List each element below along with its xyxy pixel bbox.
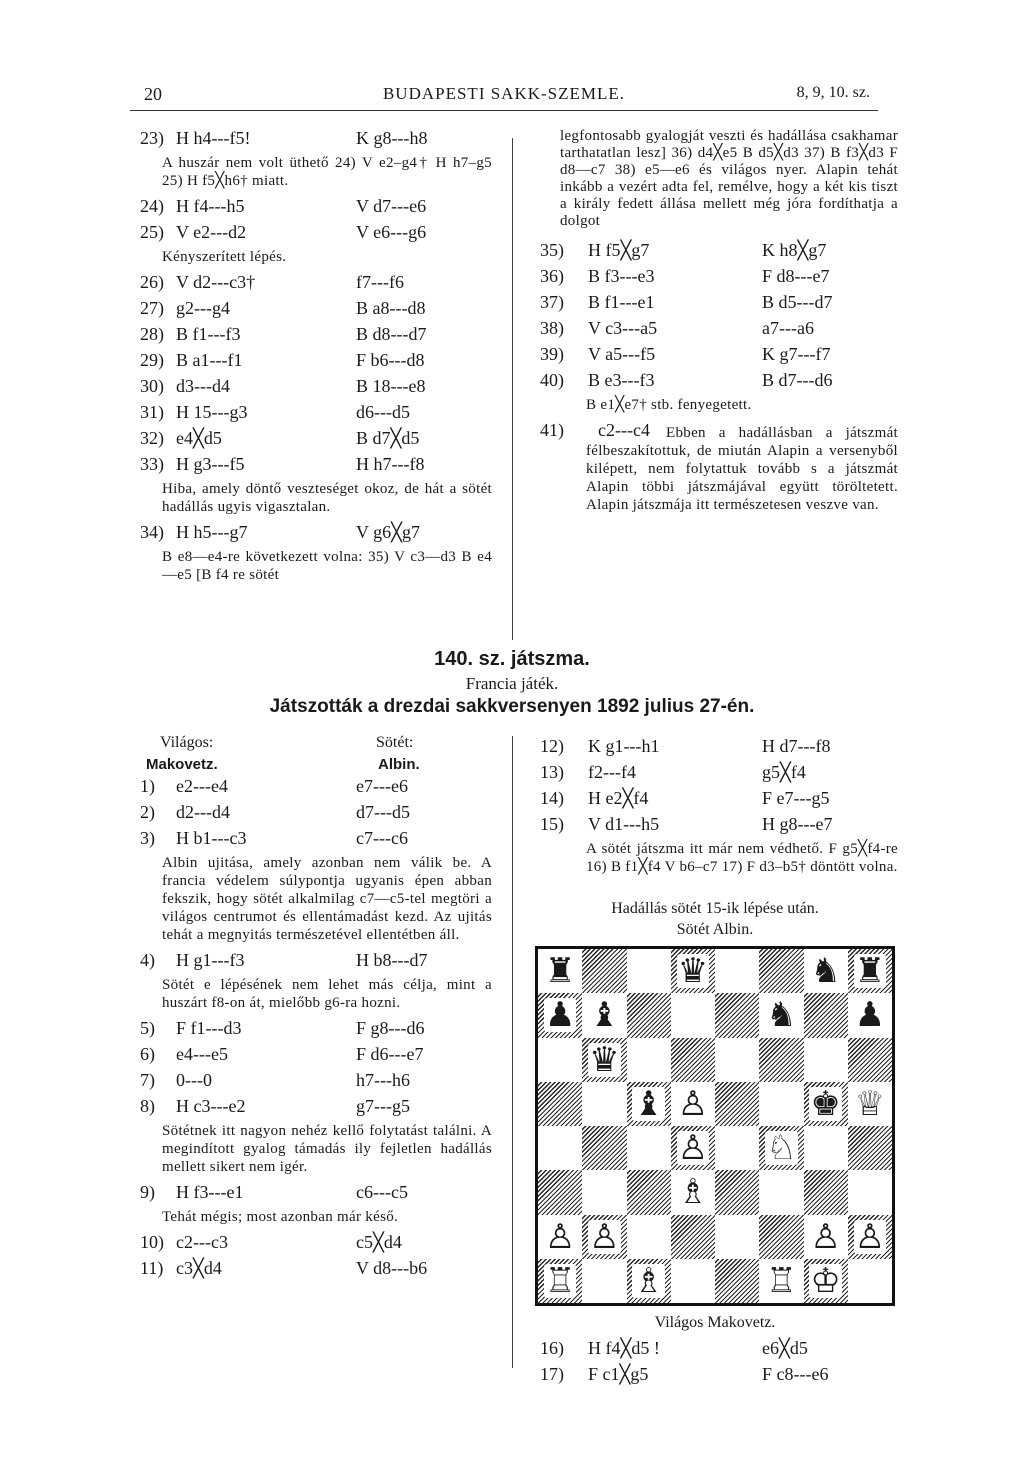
chess-piece-icon: ♟ [544, 995, 576, 1036]
black-move: g7---g5 [356, 1096, 410, 1116]
board-square [759, 1170, 803, 1214]
right-bottom-column [540, 736, 898, 882]
board-square [759, 1259, 803, 1303]
black-move: F b6---d8 [356, 350, 425, 370]
journal-title: BUDAPESTI SAKK-SZEMLE. [382, 84, 626, 103]
move-row [140, 802, 492, 828]
move-number: 38) [540, 318, 564, 338]
move-row [540, 814, 898, 840]
black-move: B a8---d8 [356, 298, 426, 318]
white-player: Makovetz. [146, 756, 218, 773]
move-row [140, 950, 492, 976]
move-number: 7) [140, 1070, 155, 1090]
move-row [140, 298, 492, 324]
move-number: 26) [140, 272, 164, 292]
black-move: e7---e6 [356, 776, 408, 796]
white-move: f2---f4 [588, 762, 636, 782]
move-number: 11) [140, 1258, 164, 1278]
board-square [538, 1170, 582, 1214]
move-number: 3) [140, 828, 155, 848]
move-row [540, 240, 898, 266]
move-row [140, 1232, 492, 1258]
black-move: g5╳f4 [762, 762, 806, 782]
chess-piece-icon: ♜ [854, 951, 886, 992]
chess-piece-icon: ♝ [633, 1083, 664, 1124]
move-row [540, 788, 898, 814]
white-move: H b1---c3 [176, 828, 247, 848]
move-row [140, 376, 492, 402]
board-square [582, 1215, 626, 1259]
board-square [671, 1082, 715, 1126]
black-move: H h7---f8 [356, 454, 425, 474]
black-move: V d7---e6 [356, 196, 427, 216]
chess-piece-icon: ♗ [677, 1172, 709, 1213]
board-square [848, 993, 892, 1037]
black-move: d6---d5 [356, 402, 410, 422]
right-top-column [540, 128, 898, 514]
move-number: 40) [540, 370, 564, 390]
black-move: F g8---d6 [356, 1018, 425, 1038]
board-square [582, 1126, 626, 1170]
board-square [627, 1259, 671, 1303]
move-number: 24) [140, 196, 164, 216]
move-number: 28) [140, 324, 164, 344]
board-square [671, 1038, 715, 1082]
board-square [671, 1126, 715, 1170]
board-square [627, 1126, 671, 1170]
board-square [848, 1215, 892, 1259]
white-move: F f1---d3 [176, 1018, 242, 1038]
board-square [627, 1038, 671, 1082]
move-number: 41) [540, 420, 564, 440]
white-move: d3---d4 [176, 376, 230, 396]
move-row [540, 1364, 898, 1390]
black-move: H b8---d7 [356, 950, 428, 970]
move-row [140, 1070, 492, 1096]
white-move: V d2---c3† [176, 272, 256, 292]
move-row [540, 266, 898, 292]
white-move: B f3---e3 [588, 266, 655, 286]
move-number: 14) [540, 788, 564, 808]
board-square [715, 993, 759, 1037]
white-move: e4---e5 [176, 1044, 228, 1064]
black-move: a7---a6 [762, 318, 814, 338]
board-square [804, 949, 848, 993]
black-move: H d7---f8 [762, 736, 831, 756]
move-number: 23) [140, 128, 164, 148]
move-row [140, 776, 492, 802]
move-number: 13) [540, 762, 564, 782]
black-move: B d7---d6 [762, 370, 833, 390]
white-move: B e3---f3 [588, 370, 655, 390]
chess-piece-icon: ♙ [810, 1216, 841, 1257]
chess-piece-icon: ♞ [810, 951, 841, 992]
board-square [671, 949, 715, 993]
move-number: 32) [140, 428, 164, 448]
diagram-top-caption: Sötét Albin. [676, 921, 754, 938]
move-number: 35) [540, 240, 564, 260]
move-row [540, 1338, 898, 1364]
board-square [671, 1259, 715, 1303]
move-number: 30) [140, 376, 164, 396]
black-move: K h8╳g7 [762, 240, 827, 260]
white-move: H c3---e2 [176, 1096, 246, 1116]
chess-piece-icon: ♜ [544, 951, 576, 992]
board-square [671, 1215, 715, 1259]
board-square [759, 949, 803, 993]
move-number: 29) [140, 350, 164, 370]
move-row [140, 128, 492, 154]
white-move: 0---0 [176, 1070, 212, 1090]
board-square [627, 1170, 671, 1214]
white-move: H e2╳f4 [588, 788, 649, 808]
annotation: B e1╳e7† stb. fenyegetett. [586, 397, 752, 413]
board-square [715, 1082, 759, 1126]
board-square [627, 993, 671, 1037]
board-square [804, 1082, 848, 1126]
board-square [848, 1082, 892, 1126]
white-move: g2---g4 [176, 298, 230, 318]
annotation: B e8—e4-re következett volna: 35) V c3—d3 B e4—e5 [B f4 re sötét [162, 549, 492, 583]
white-move: B a1---f1 [176, 350, 243, 370]
chess-piece-icon: ♖ [544, 1260, 576, 1301]
chess-piece-icon: ♖ [766, 1260, 797, 1301]
move-row [540, 736, 898, 762]
chess-piece-icon: ♘ [766, 1128, 797, 1169]
annotation: A huszár nem volt üthető 24) V e2–g4† H h7–g5 25) H f5╳h6† miatt. [162, 155, 492, 189]
chess-piece-icon: ♚ [810, 1083, 841, 1124]
move-row [140, 1096, 492, 1122]
move-number: 6) [140, 1044, 155, 1064]
white-move: H f4---h5 [176, 196, 245, 216]
board-square [627, 1082, 671, 1126]
move-number: 36) [540, 266, 564, 286]
chess-piece-icon: ♙ [677, 1083, 709, 1124]
move-row [140, 272, 492, 298]
move-row [540, 370, 898, 396]
annotation: Tehát mégis; most azonban már késő. [162, 1209, 399, 1225]
white-move: c2---c3 [176, 1232, 228, 1252]
move-row [540, 292, 898, 318]
white-move: H f4╳d5 ! [588, 1338, 660, 1358]
annotation: Hiba, amely döntő veszteséget okoz, de hát a sötét hadállás ugyis vigasztalan. [162, 481, 492, 515]
board-square [804, 1215, 848, 1259]
black-move: c7---c6 [356, 828, 408, 848]
board-square [759, 1082, 803, 1126]
move-row [140, 196, 492, 222]
move-number: 10) [140, 1232, 164, 1252]
black-move: c5╳d4 [356, 1232, 402, 1252]
black-move: F d8---e7 [762, 266, 830, 286]
black-player: Albin. [378, 756, 420, 773]
board-square [627, 1215, 671, 1259]
move-row [540, 344, 898, 370]
black-move: B d5---d7 [762, 292, 833, 312]
move-row [140, 324, 492, 350]
page-number: 20 [144, 84, 162, 104]
move-row [140, 350, 492, 376]
black-move: h7---h6 [356, 1070, 410, 1090]
move-row [140, 1044, 492, 1070]
board-square [715, 949, 759, 993]
chess-piece-icon: ♞ [766, 995, 797, 1036]
black-move: c6---c5 [356, 1182, 408, 1202]
move-row [540, 318, 898, 344]
black-move: V g6╳g7 [356, 522, 421, 542]
move-number: 17) [540, 1364, 564, 1384]
black-move: B d7╳d5 [356, 428, 420, 448]
board-square [804, 1259, 848, 1303]
board-square [538, 1215, 582, 1259]
annotation: Sötétnek itt nagyon nehéz kellő folytatást találni. A megindított gyalog támadás ily fejletlen hadállás mellett sikert nem igér. [162, 1123, 492, 1175]
black-move: V e6---g6 [356, 222, 427, 242]
black-move: F c8---e6 [762, 1364, 829, 1384]
move-number: 15) [540, 814, 564, 834]
issue-number: 8, 9, 10. sz. [796, 84, 870, 101]
move-number: 31) [140, 402, 164, 422]
diagram-bottom-caption: Világos Makovetz. [654, 1314, 776, 1331]
board-square [759, 1038, 803, 1082]
white-move: c2---c4 [598, 420, 650, 440]
white-move: K g1---h1 [588, 736, 660, 756]
left-bottom-column [140, 776, 492, 1284]
black-move: f7---f6 [356, 272, 404, 292]
board-square [804, 1126, 848, 1170]
board-square [671, 1170, 715, 1214]
move-row [140, 1018, 492, 1044]
white-move: e2---e4 [176, 776, 228, 796]
move-number: 25) [140, 222, 164, 242]
chess-piece-icon: ♛ [677, 951, 709, 992]
board-square [848, 1126, 892, 1170]
chess-piece-icon: ♙ [854, 1216, 886, 1257]
column-divider-bottom [512, 736, 513, 1368]
black-label: Sötét: [376, 734, 414, 751]
opening-name: Francia játék. [465, 674, 559, 693]
black-move: V d8---b6 [356, 1258, 428, 1278]
black-move: F d6---e7 [356, 1044, 424, 1064]
chess-piece-icon: ♔ [810, 1260, 841, 1301]
white-move: B f1---f3 [176, 324, 241, 344]
chess-piece-icon: ♟ [854, 995, 886, 1036]
white-move: d2---d4 [176, 802, 230, 822]
annotation: A sötét játszma itt már nem védhető. F g5╳f4-re 16) B f1╳f4 V b6–c7 17) F d3–b5† döntött volna. [586, 841, 898, 875]
chess-piece-icon: ♝ [589, 995, 620, 1036]
white-move: V c3---a5 [588, 318, 658, 338]
chess-diagram [535, 946, 895, 1306]
move-number: 16) [540, 1338, 564, 1358]
black-move: K g7---f7 [762, 344, 831, 364]
black-move: H g8---e7 [762, 814, 833, 834]
move-row [140, 428, 492, 454]
white-move: H f5╳g7 [588, 240, 650, 260]
move-row [140, 1258, 492, 1284]
board-square [582, 993, 626, 1037]
move-number: 5) [140, 1018, 155, 1038]
white-move: B f1---e1 [588, 292, 655, 312]
after-diagram-moves [540, 1338, 898, 1390]
black-move: B d8---d7 [356, 324, 427, 344]
board-square [627, 949, 671, 993]
board-square [804, 1038, 848, 1082]
move-row [140, 222, 492, 248]
left-top-column [140, 128, 492, 590]
board-square [848, 1259, 892, 1303]
board-square [582, 1082, 626, 1126]
move-number: 2) [140, 802, 155, 822]
board-square [715, 1126, 759, 1170]
move-row [140, 1182, 492, 1208]
annotation: Sötét e lépésének nem lehet más célja, mint a huszárt f8-on át, mielőbb g6-ra hozni. [162, 977, 492, 1011]
board-square [582, 949, 626, 993]
move-number: 8) [140, 1096, 155, 1116]
move-number: 33) [140, 454, 164, 474]
move-number: 12) [540, 736, 564, 756]
white-move: H f3---e1 [176, 1182, 244, 1202]
running-header [130, 84, 878, 111]
board-square [715, 1215, 759, 1259]
board-square [804, 1170, 848, 1214]
board-square [759, 1215, 803, 1259]
move-number: 39) [540, 344, 564, 364]
annotation: legfontosabb gyalogját veszti és hadállása csakhamar tarthatatlan lesz] 36) d4╳e5 B d5╳d3 37) B f3╳d3 F d8—c7 38) e5—e6 és világos nyer. Alapin tehát inkább a vezért adta fel, remélve, hogy a két kis tiszt a király fedett állása mellett még jóra fordíthatja a dolgot [560, 128, 898, 229]
chess-piece-icon: ♙ [677, 1128, 709, 1169]
move-row [140, 454, 492, 480]
move-number: 1) [140, 776, 155, 796]
black-move: B 18---e8 [356, 376, 426, 396]
move-row [540, 762, 898, 788]
white-move: V a5---f5 [588, 344, 656, 364]
board-square [715, 1170, 759, 1214]
white-move: H 15---g3 [176, 402, 248, 422]
board-square [538, 949, 582, 993]
white-move: F c1╳g5 [588, 1364, 649, 1384]
black-move: e6╳d5 [762, 1338, 808, 1358]
board-square [538, 993, 582, 1037]
board-square [715, 1038, 759, 1082]
white-move: H h5---g7 [176, 522, 248, 542]
annotation: Albin ujitása, amely azonban nem válik be. A francia védelem súlypontja ugyanis épen abban fekszik, hogy sötét alkalmilag c7—c5-tel megtöri a világos centrumot és ellentámadást kezd. Az ujitás tehát a megnyitás természetével ellentétben áll. [162, 855, 492, 943]
chess-piece-icon: ♙ [589, 1216, 620, 1257]
white-move: V e2---d2 [176, 222, 247, 242]
players-block [140, 734, 492, 778]
board-square [582, 1170, 626, 1214]
board-square [671, 993, 715, 1037]
column-divider-top [512, 138, 513, 640]
chess-piece-icon: ♙ [544, 1216, 576, 1257]
move-row [140, 402, 492, 428]
board-square [848, 1170, 892, 1214]
move-row [140, 522, 492, 548]
board-square [538, 1082, 582, 1126]
white-move: H g1---f3 [176, 950, 245, 970]
white-move: H h4---f5! [176, 128, 251, 148]
move-number: 9) [140, 1182, 155, 1202]
move-comment: Ebben a hadállásban a játszmát félbeszakítottuk, de miután Alapin a versenyből kilépett, nem folytattuk tovább s a játszmát Alapin többi játszmájával együtt töröltetett. Alapin játszmája itt természetesen veszve van. [586, 425, 898, 513]
move-number: 34) [140, 522, 164, 542]
diagram-caption: Hadállás sötét 15-ik lépése után. [611, 900, 819, 917]
board-square [804, 993, 848, 1037]
board-square [582, 1259, 626, 1303]
chess-piece-icon: ♛ [589, 1039, 620, 1080]
board-square [538, 1259, 582, 1303]
black-move: d7---d5 [356, 802, 410, 822]
white-move: H g3---f5 [176, 454, 245, 474]
board-square [848, 1038, 892, 1082]
move-with-comment [540, 420, 898, 514]
move-row [140, 828, 492, 854]
board-square [848, 949, 892, 993]
move-number: 37) [540, 292, 564, 312]
board-square [759, 993, 803, 1037]
white-move: c3╳d4 [176, 1258, 222, 1278]
game-number: 140. sz. játszma. [434, 648, 590, 670]
board-square [759, 1126, 803, 1170]
annotation: Kényszerített lépés. [162, 249, 287, 265]
white-move: V d1---h5 [588, 814, 660, 834]
board-square [715, 1259, 759, 1303]
board-square [582, 1038, 626, 1082]
black-move: K g8---h8 [356, 128, 428, 148]
board-square [538, 1126, 582, 1170]
white-label: Világos: [160, 734, 214, 751]
black-move: F e7---g5 [762, 788, 830, 808]
event-line: Játszották a drezdai sakkversenyen 1892 julius 27-én. [269, 696, 755, 717]
chess-piece-icon: ♗ [633, 1260, 664, 1301]
move-number: 27) [140, 298, 164, 318]
board-square [538, 1038, 582, 1082]
white-move: e4╳d5 [176, 428, 222, 448]
chess-piece-icon: ♕ [854, 1083, 886, 1124]
move-number: 4) [140, 950, 155, 970]
